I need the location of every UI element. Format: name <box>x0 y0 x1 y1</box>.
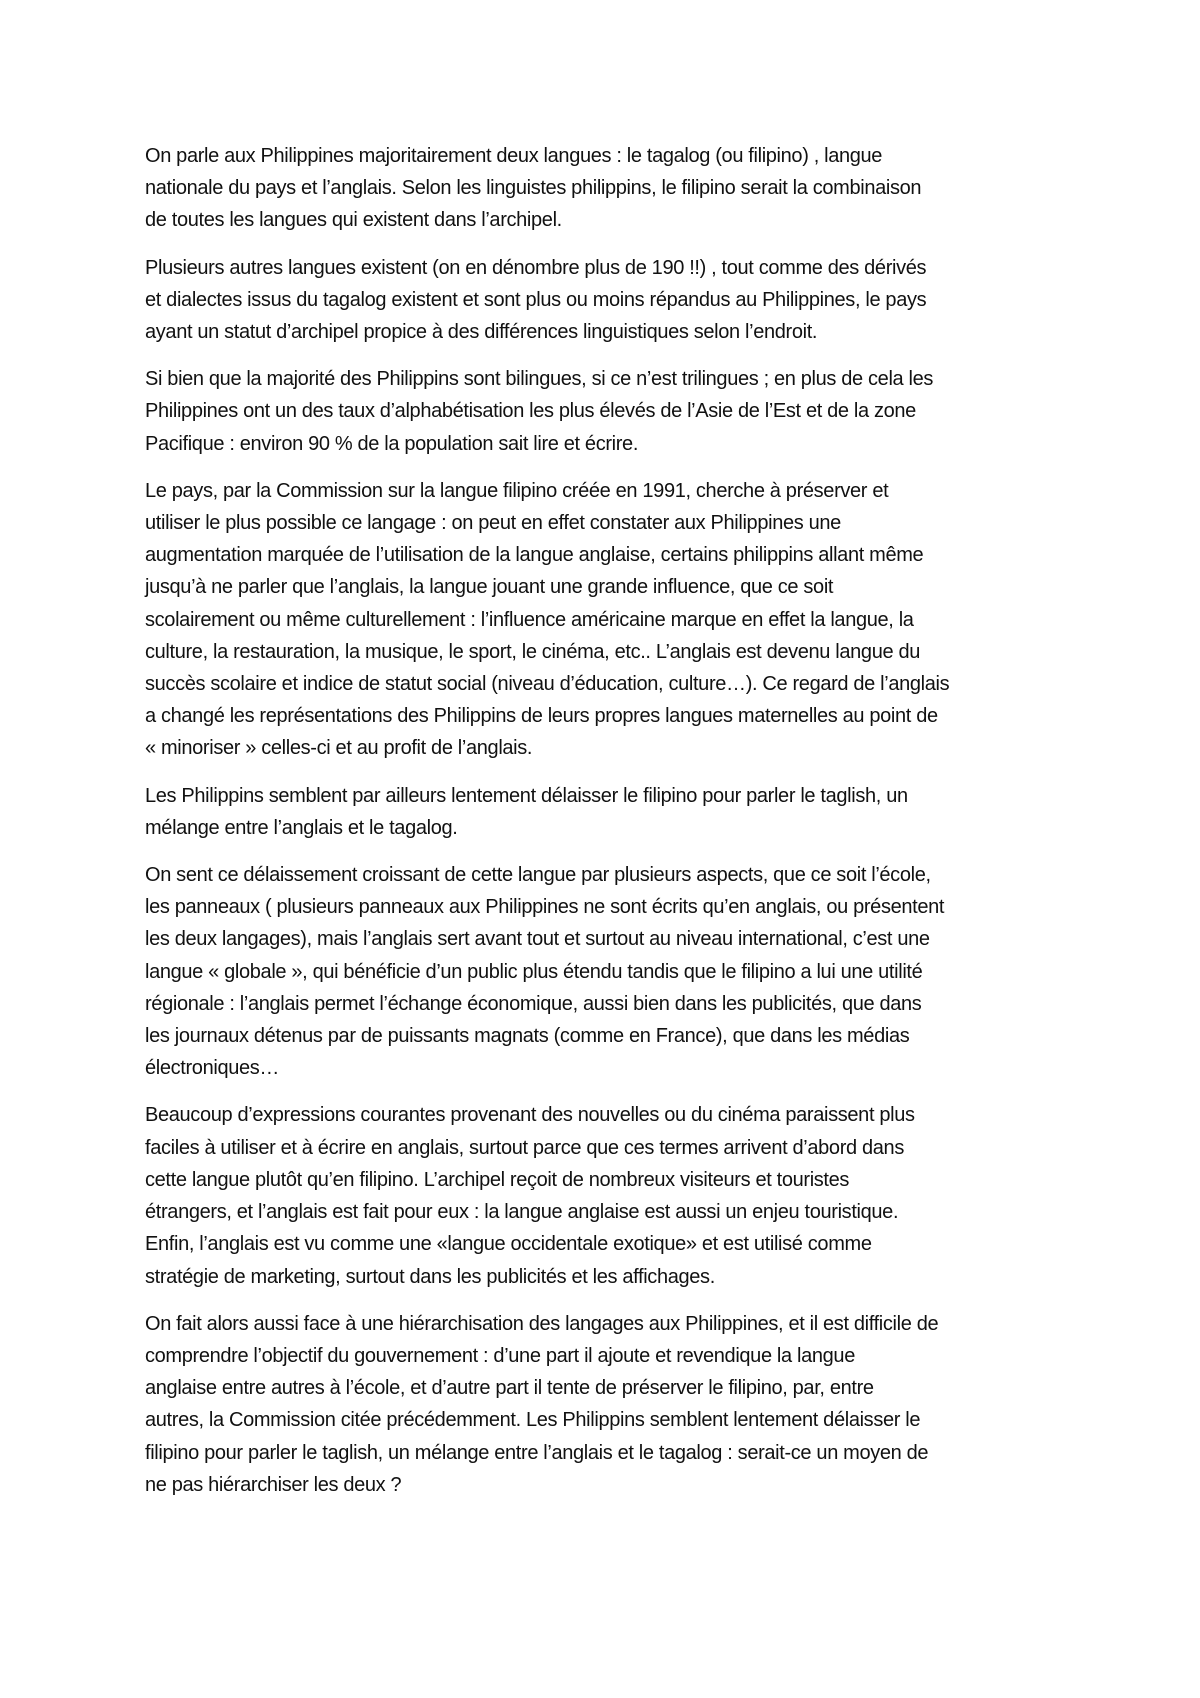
paragraph-5: Les Philippins semblent par ailleurs lentement délaisser le filipino pour parler le taglish, un mélange entre l’anglais et le tagalog. <box>145 784 908 839</box>
paragraph-4: Le pays, par la Commission sur la langue filipino créée en 1991, cherche à préserver et utiliser le plus possible ce langage : on peut en effet constater aux Philippines une augmentation marquée de l’utilisation de la langue anglaise, certains philippins allant même jusqu’à ne parler que l’anglais, la langue jouant une grande influence, que ce soit scolairement ou même culturellement : l’influence américaine marque en effet la langue, la culture, la restauration, la musique, le sport, le cinéma, etc.. L’anglais est devenu langue du succès scolaire et indice de statut social (niveau d’éducation, culture…). Ce regard de l’anglais a changé les représentations des Philippins de leurs propres langues maternelles au point de « minoriser » celles-ci et au profit de l’anglais. <box>145 479 950 760</box>
paragraph-2: Plusieurs autres langues existent (on en dénombre plus de 190 !!) , tout comme des dérivés et dialectes issus du tagalog existent et sont plus ou moins répandus au Philippines, le pays ayant un statut d’archipel propice à des différences linguistiques selon l’endroit. <box>145 256 927 344</box>
paragraph-8: On fait alors aussi face à une hiérarchisation des langages aux Philippines, et il est difficile de comprendre l’objectif du gouvernement : d’une part il ajoute et revendique la langue anglaise entre autres à l’école, et d’autre part il tente de préserver le filipino, par, entre autres, la Commission citée précédemment. Les Philippins semblent lentement délaisser le filipino pour parler le taglish, un mélange entre l’anglais et le tagalog : serait-ce un moyen de ne pas hiérarchiser les deux ? <box>145 1312 939 1496</box>
paragraph-6: On sent ce délaissement croissant de cette langue par plusieurs aspects, que ce soit l’école, les panneaux ( plusieurs panneaux aux Philippines ne sont écrits qu’en anglais, ou présentent les deux langages), mais l’anglais sert avant tout et surtout au niveau international, c’est une langue « globale », qui bénéficie d’un public plus étendu tandis que le filipino a lui une utilité régionale : l’anglais permet l’échange économique, aussi bien dans les publicités, que dans les journaux détenus par de puissants magnats (comme en France), que dans les médias électroniques… <box>145 864 945 1080</box>
paragraph-3: Si bien que la majorité des Philippins sont bilingues, si ce n’est trilingues ; en plus de cela les Philippines ont un des taux d’alphabétisation les plus élevés de l’Asie de l’Est et de la zone Pacifique : environ 90 % de la population sait lire et écrire. <box>145 368 934 455</box>
paragraph-7: Beaucoup d’expressions courantes provenant des nouvelles ou du cinéma paraissent plus faciles à utiliser et à écrire en anglais, surtout parce que ces termes arrivent d’abord dans cette langue plutôt qu’en filipino. L’archipel reçoit de nombreux visiteurs et touristes étrangers, et l’anglais est fait pour eux : la langue anglaise est aussi un enjeu touristique. Enfin, l’anglais est vu comme une «langue occidentale exotique» et est utilisé comme stratégie de marketing, surtout dans les publicités et les affichages. <box>145 1104 915 1288</box>
document-body <box>145 140 1065 1516</box>
paragraph-1: On parle aux Philippines majoritairement deux langues : le tagalog (ou filipino) , langue nationale du pays et l’anglais. Selon les linguistes philippins, le filipino serait la combinaison de toutes les langues qui existent dans l’archipel. <box>145 145 922 232</box>
